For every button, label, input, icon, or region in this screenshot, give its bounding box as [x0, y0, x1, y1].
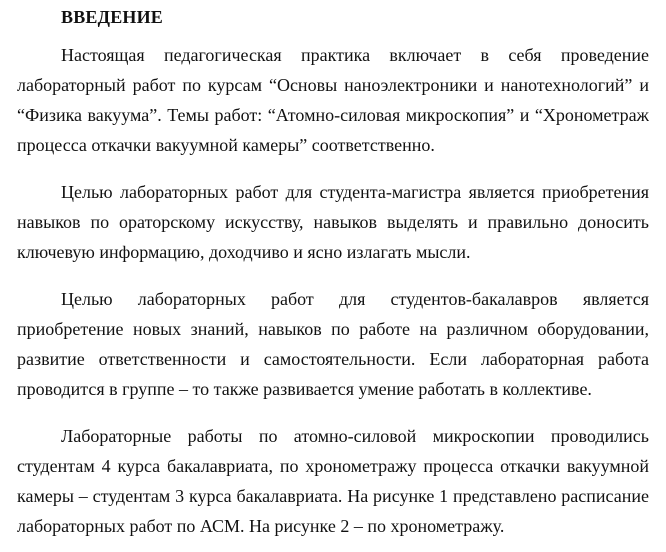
paragraph-schedule: Лабораторные работы по атомно-силовой микроскопии проводились студентам 4 курса бакалавриата, по хронометражу процесса откачки вакуумной камеры – студентам 3 курса бакалавриата. На рисунке 1 представлено расписание лабораторных работ по АСМ. На рисунке 2 – по хронометражу.: [17, 426, 649, 536]
paragraph-master-goal: Целью лабораторных работ для студента-магистра является приобретения навыков по ораторскому искусству, навыков выделять и правильно доносить ключевую информацию, доходчиво и ясно излагать мысли.: [17, 182, 649, 262]
paragraph-intro: Настоящая педагогическая практика включает в себя проведение лабораторный работ по курсам “Основы наноэлектроники и нанотехнологий” и “Физика вакуума”. Темы работ: “Атомно-силовая микроскопия” и “Хронометраж процесса откачки вакуумной камеры” соответственно.: [17, 45, 649, 155]
paragraph-bachelor-goal: Целью лабораторных работ для студентов-бакалавров является приобретение новых знаний, навыков по работе на различном оборудовании, развитие ответственности и самостоятельности. Если лабораторная работа проводится в группе – то также развивается умение работать в коллективе.: [17, 289, 649, 399]
section-heading: ВВЕДЕНИЕ: [61, 7, 164, 27]
